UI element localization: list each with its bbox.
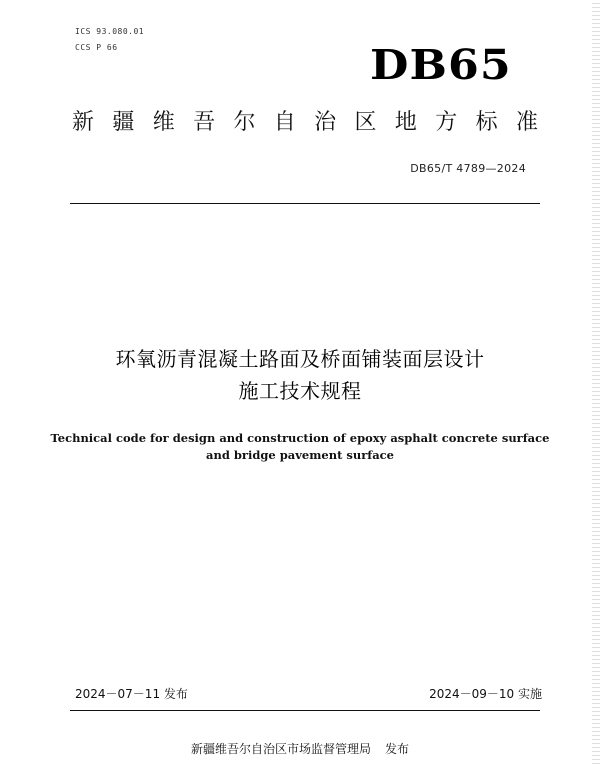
category-char: 维 xyxy=(152,110,175,135)
category-char: 地 xyxy=(394,110,417,135)
standard-number: DB65/T 4789—2024 xyxy=(410,162,526,175)
ccs-code: CCS P 66 xyxy=(75,43,118,52)
category-char: 疆 xyxy=(112,110,135,135)
publisher-action: 发布 xyxy=(385,742,410,756)
scan-edge-texture xyxy=(592,0,600,767)
category-char: 区 xyxy=(354,110,377,135)
category-char: 自 xyxy=(273,110,296,135)
db65-logo: DB65 xyxy=(370,41,512,89)
category-char: 吾 xyxy=(193,110,216,135)
ics-code: ICS 93.080.01 xyxy=(75,27,145,36)
implementation-date: 2024－09－10 实施 xyxy=(429,687,542,701)
issue-date: 2024－07－11 发布 xyxy=(75,687,188,701)
title-cn-line1: 环氧沥青混凝土路面及桥面铺装面层设计 xyxy=(115,347,485,371)
category-char: 新 xyxy=(72,110,95,135)
title-en-line1: Technical code for design and construction of epoxy asphalt concrete surface xyxy=(50,431,550,445)
category-char: 尔 xyxy=(233,110,256,135)
title-cn-line2: 施工技术规程 xyxy=(238,379,362,403)
category-char: 标 xyxy=(475,110,498,135)
title-en-line2: and bridge pavement surface xyxy=(206,448,394,462)
category-char: 治 xyxy=(314,110,337,135)
publisher-name: 新疆维吾尔自治区市场监督管理局 xyxy=(190,742,371,756)
standard-category-heading xyxy=(72,108,538,138)
bottom-divider xyxy=(70,710,540,711)
category-char: 方 xyxy=(435,110,458,135)
publisher-line xyxy=(0,740,600,757)
top-divider xyxy=(70,203,540,204)
category-char: 准 xyxy=(515,110,538,135)
